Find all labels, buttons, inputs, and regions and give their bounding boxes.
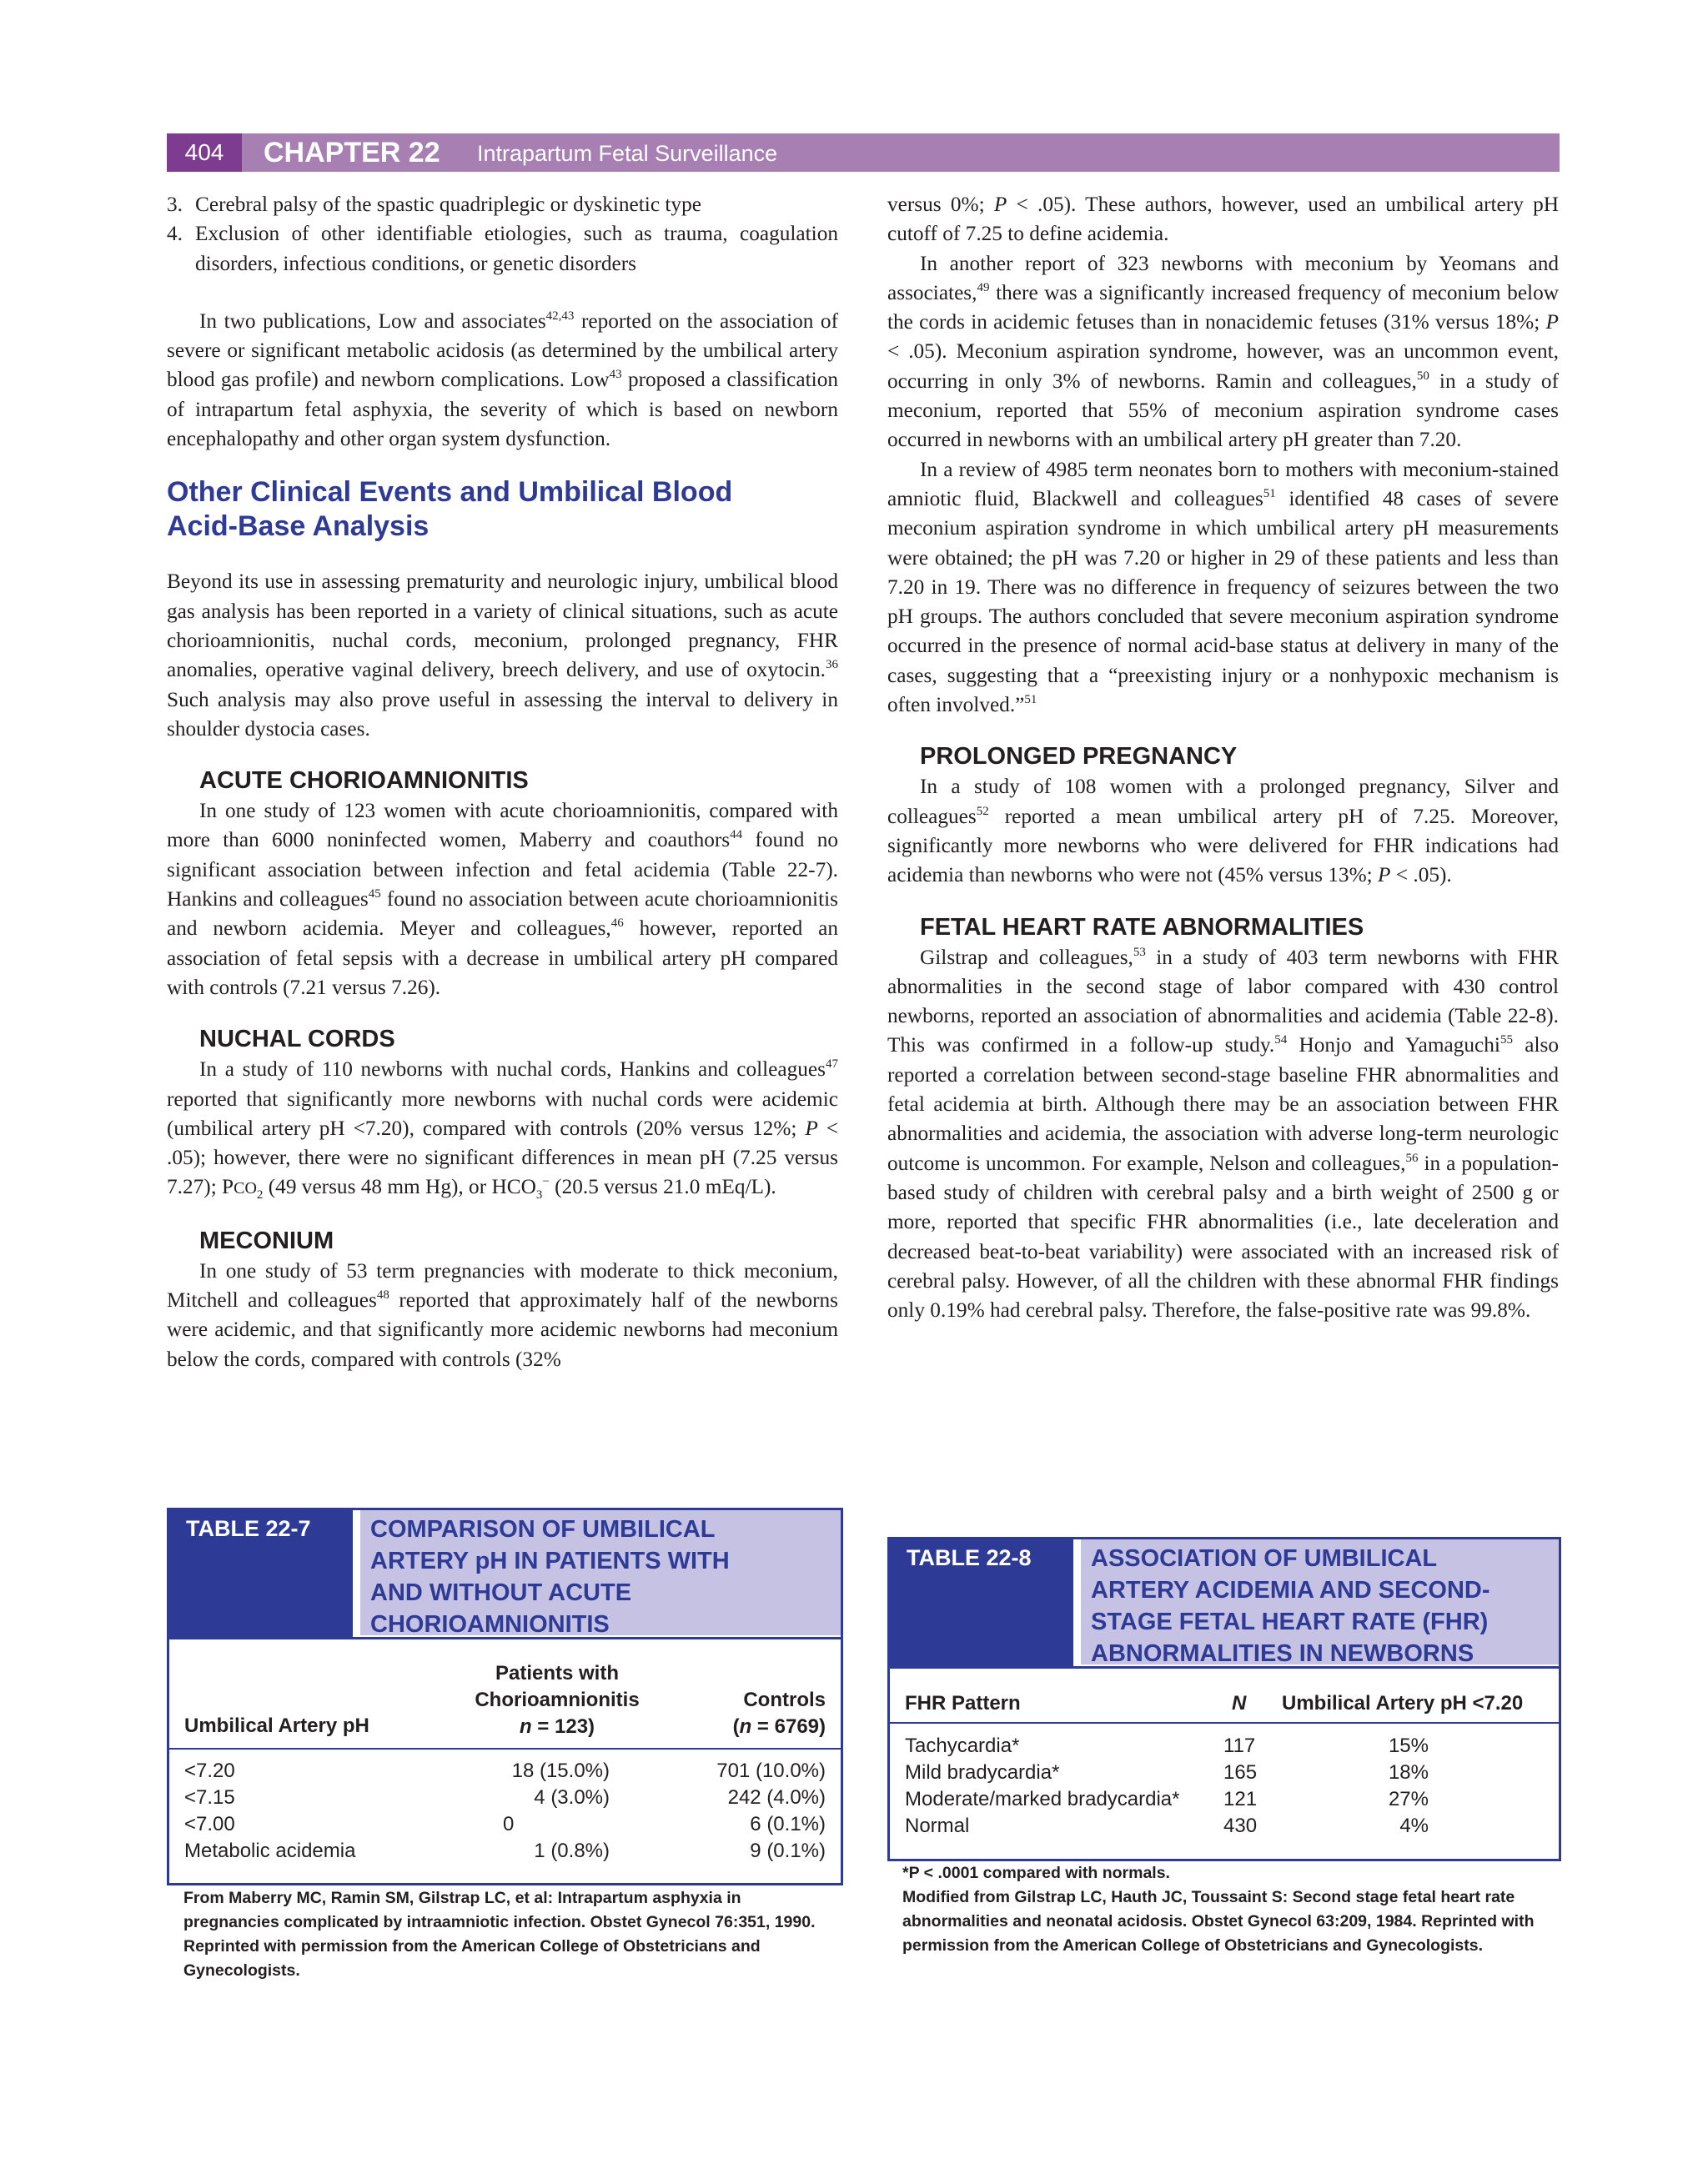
column-header: FHR Pattern xyxy=(905,1692,1021,1715)
table-cell: 6 (0.1%) xyxy=(750,1813,826,1835)
table-22-8 xyxy=(887,1537,1561,1861)
table-cell: Metabolic acidemia xyxy=(184,1840,356,1862)
table-tag: TABLE 22-8 xyxy=(890,1539,1073,1666)
column-header: Patients with Chorioamnionitis n = 123) xyxy=(475,1662,640,1738)
table-cell: Normal xyxy=(905,1815,970,1837)
list-item: 3. Cerebral palsy of the spastic quadriplegic or dyskinetic type xyxy=(167,193,701,216)
table-cell: 1 (0.8%) xyxy=(534,1840,610,1862)
page-number: 404 xyxy=(167,133,242,172)
table-cell: 27% xyxy=(1388,1788,1429,1810)
table-cell: 430 xyxy=(1223,1815,1258,1837)
subheading-chorioamnionitis: ACUTE CHORIOAMNIONITIS xyxy=(199,767,529,795)
table-tag: TABLE 22-7 xyxy=(169,1510,353,1637)
paragraph-meconium: In one study of 53 term pregnancies with moderate to thick meconium, Mitchell and colleagues$^{48}$ reported that approximately half of the newborns were acidemic, and that significantly more acidemic newborns had meconium below the cords, compared with controls (32% xyxy=(167,1258,838,1371)
table-cell: 18 (15.0%) xyxy=(511,1760,610,1782)
paragraph-low: In two publications, Low and associates$^{42,43}$ reported on the association of severe or significant metabolic acidosis (as determined by the umbilical artery blood gas profile) and newborn complications. Low$^{43}$ proposed a classification of intrapartum fetal asphyxia, the severity of which is based on newborn encephalopathy and other organ system dysfunction. xyxy=(167,309,838,451)
table-cell: 117 xyxy=(1223,1735,1256,1757)
paragraph-blackwell: In a review of 4985 term neonates born to mothers with meconium-stained amniotic fluid, Blackwell and colleagues$^{51}$ identified 48 cases of severe meconium aspiration syndrome in which umbilical artery pH measurements were obtained; the pH was 7.20 or higher in 29 of these patients and less than 7.20 in 19. There was no difference in frequency of seizures between the two pH groups. The authors concluded that severe meconium aspiration syndrome occurred in the presence of normal acid-base status at delivery in many of the cases, suggesting that a “preexisting injury or a nonhypoxic mechanism is often involved.”$^{51}$ xyxy=(887,457,1559,717)
right-column xyxy=(887,190,1559,1325)
column-header: Controls (n = 6769) xyxy=(732,1689,826,1738)
table-cell: 4% xyxy=(1399,1815,1429,1837)
table-cell: 242 (4.0%) xyxy=(727,1786,826,1809)
list-item: 4. Exclusion of other identifiable etiologies, such as trauma, coagulation disorders, infectious conditions, or genetic disorders xyxy=(167,222,838,275)
left-column xyxy=(167,190,838,1374)
table-cell: 15% xyxy=(1388,1735,1429,1757)
table-rule xyxy=(169,1637,841,1639)
column-header: Umbilical Artery pH <7.20 xyxy=(1282,1692,1524,1715)
table-cell: <7.20 xyxy=(184,1760,235,1782)
table-title: COMPARISON OF UMBILICAL ARTERY pH IN PATIENTS WITH AND WITHOUT ACUTE CHORIOAMNIONITIS xyxy=(360,1510,841,1635)
subheading-fhr-abnormalities: FETAL HEART RATE ABNORMALITIES xyxy=(920,913,1364,941)
chapter-label: CHAPTER 22 xyxy=(264,137,440,168)
table-title: ASSOCIATION OF UMBILICAL ARTERY ACIDEMIA AND SECOND- STAGE FETAL HEART RATE (FHR) ABNORMALITIES IN NEWBORNS xyxy=(1081,1539,1559,1664)
column-header: Umbilical Artery pH xyxy=(184,1715,369,1737)
paragraph-continued: versus 0%; P < .05). These authors, however, used an umbilical artery pH cutoff of 7.25 to define acidemia. xyxy=(887,193,1559,246)
table-22-7-footnote: From Maberry MC, Ramin SM, Gilstrap LC, et al: Intrapartum asphyxia in pregnancies complicated by intraamniotic infection. Obstet Gynecol 76:351, 1990. Reprinted with permission from the American College of Obstetricians and Gynecologists. xyxy=(183,1889,816,1980)
table-rule xyxy=(169,1748,841,1750)
paragraph-nuchal-cords: In a study of 110 newborns with nuchal cords, Hankins and colleagues$^{47}$ reported that significantly more newborns with nuchal cords were acidemic (umbilical artery pH <7.20), compared with controls (20% versus 12%; P < .05); however, there were no significant differences in mean pH (7.25 versus 7.27); $PCO_2$ (49 versus 48 mm Hg), or $HCO_3^-$ (20.5 versus 21.0 mEq/L). xyxy=(167,1057,838,1203)
table-cell: 9 (0.1%) xyxy=(750,1840,826,1862)
paragraph-yeomans: In another report of 323 newborns with meconium by Yeomans and associates,$^{49}$ there was a significantly increased frequency of meconium below the cords in acidemic fetuses than in nonacidemic fetuses (31% versus 18%; P < .05). Meconium aspiration syndrome, however, was an uncommon event, occurring in only 3% of newborns. Ramin and colleagues,$^{50}$ in a study of meconium, reported that 55% of meconium aspiration syndrome cases occurred in newborns with an umbilical artery pH greater than 7.20. xyxy=(887,251,1559,452)
table-22-8-footnote: *P < .0001 compared with normals. Modified from Gilstrap LC, Hauth JC, Toussaint S: Second stage fetal heart rate abnormalities and neonatal acidosis. Obstet Gynecol 63:209, 1984. Reprinted with permission from the American College of Obstetricians and Gynecologists. xyxy=(902,1864,1535,1955)
table-cell: Tachycardia* xyxy=(905,1735,1020,1757)
chapter-title: Intrapartum Fetal Surveillance xyxy=(477,141,778,166)
section-heading: Other Clinical Events and Umbilical Blood Acid-Base Analysis xyxy=(167,476,733,543)
table-rule xyxy=(890,1722,1559,1724)
table-cell: <7.00 xyxy=(184,1813,235,1835)
table-cell: <7.15 xyxy=(184,1786,235,1809)
table-cell: 165 xyxy=(1223,1761,1258,1784)
table-cell: 0 xyxy=(503,1813,515,1835)
paragraph-fhr-abnormalities: Gilstrap and colleagues,$^{53}$ in a study of 403 term newborns with FHR abnormalities in the second stage of labor compared with 430 control newborns, reported an association of abnormalities and acidemia (Table 22-8). This was confirmed in a follow-up study.$^{54}$ Honjo and Yamaguchi$^{55}$ also reported a correlation between second-stage baseline FHR abnormalities and fetal acidemia at birth. Although there may be an association between FHR abnormalities and acidemia, the association with adverse long-term neurologic outcome is uncommon. For example, Nelson and colleagues,$^{56}$ in a population-based study of children with cerebral palsy and a birth weight of 2500 g or more, reported that specific FHR abnormalities (i.e., late deceleration and decreased beat-to-beat variability) were associated with an increased risk of cerebral palsy. However, of all the children with these abnormal FHR findings only 0.19% had cerebral palsy. Therefore, the false-positive rate was 99.8%. xyxy=(887,945,1560,1323)
subheading-prolonged-pregnancy: PROLONGED PREGNANCY xyxy=(920,743,1238,771)
column-header: N xyxy=(1232,1692,1247,1715)
table-cell: 4 (3.0%) xyxy=(534,1786,610,1809)
table-cell: Mild bradycardia* xyxy=(905,1761,1060,1784)
table-cell: 701 (10.0%) xyxy=(716,1760,826,1782)
paragraph-beyond: Beyond its use in assessing prematurity and neurologic injury, umbilical blood gas analysis has been reported in a variety of clinical situations, such as acute chorioamnionitis, nuchal cords, meconium, prolonged pregnancy, FHR anomalies, operative vaginal delivery, breech delivery, and use of oxytocin.$^{36}$ Such analysis may also prove useful in assessing the interval to delivery in shoulder dystocia cases. xyxy=(167,570,838,741)
paragraph-prolonged-pregnancy: In a study of 108 women with a prolonged pregnancy, Silver and colleagues$^{52}$ reported a mean umbilical artery pH of 7.25. Moreover, significantly more newborns who were delivered for FHR indications had acidemia than newborns who were not (45% versus 13%; P < .05). xyxy=(887,775,1559,887)
table-cell: 121 xyxy=(1223,1788,1258,1810)
table-cell: 18% xyxy=(1388,1761,1429,1784)
paragraph-chorioamnionitis: In one study of 123 women with acute chorioamnionitis, compared with more than 6000 noninfected women, Maberry and coauthors$^{44}$ found no significant association between infection and fetal acidemia (Table 22-7). Hankins and colleagues$^{45}$ found no association between acute chorioamnionitis and newborn acidemia. Meyer and colleagues,$^{46}$ however, reported an association of fetal sepsis with a decrease in umbilical artery pH compared with controls (7.21 versus 7.26). xyxy=(167,799,839,999)
chapter-header xyxy=(167,133,1560,172)
table-cell: Moderate/marked bradycardia* xyxy=(905,1788,1180,1810)
table-rule xyxy=(890,1666,1559,1669)
subheading-nuchal-cords: NUCHAL CORDS xyxy=(199,1026,395,1053)
subheading-meconium: MECONIUM xyxy=(199,1227,334,1254)
table-22-7 xyxy=(167,1508,843,1885)
